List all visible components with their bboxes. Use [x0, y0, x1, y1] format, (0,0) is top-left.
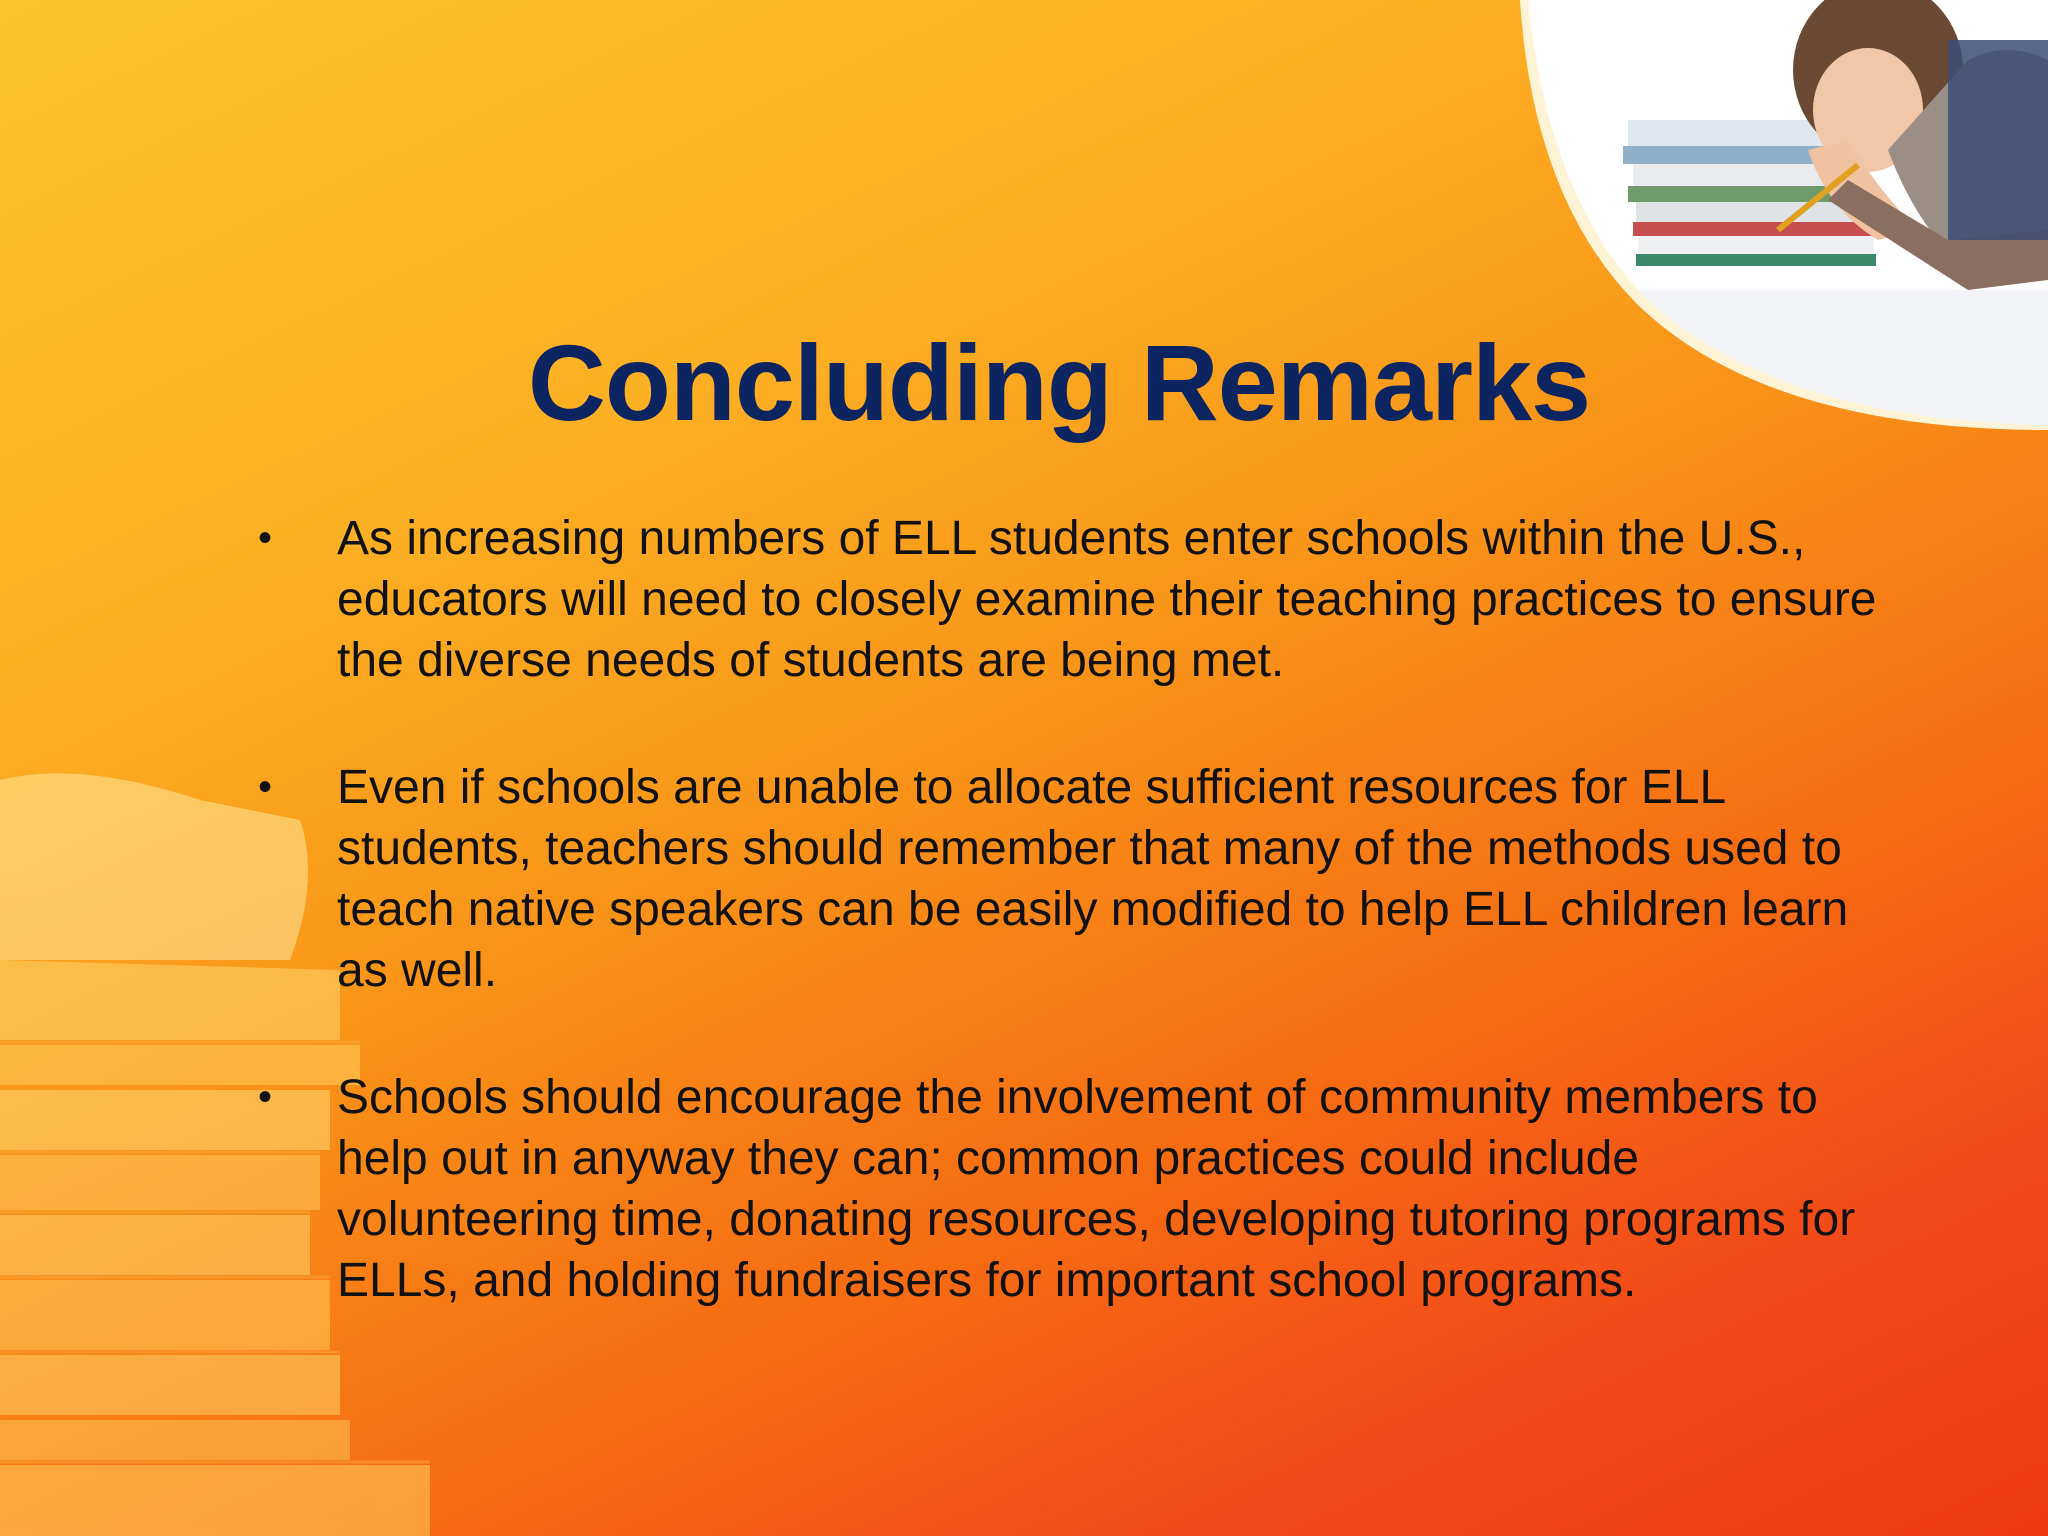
slide-title: Concluding Remarks: [527, 322, 1591, 443]
bullet-item: [258, 508, 1878, 691]
bullet-text: As increasing numbers of ELL students enter schools within the U.S., educators will need to closely examine their teaching practices to ensure the diverse needs of students are being met.: [337, 512, 1877, 687]
bullet-text: Even if schools are unable to allocate sufficient resources for ELL students, teachers should remember that many of the methods used to teach native speakers can be easily modified to help ELL children learn as well.: [337, 761, 1849, 997]
bullet-list: [258, 508, 1878, 1377]
bullet-text: Schools should encourage the involvement of community members to help out in anyway they can; common practices could include volunteering time, donating resources, developing tutoring programs for ELLs, and holding fundraisers for important school programs.: [337, 1071, 1856, 1307]
bullet-marker: •: [258, 1075, 273, 1119]
bullet-item: [258, 1067, 1878, 1311]
bullet-marker: •: [258, 765, 273, 809]
bullet-marker: •: [258, 516, 273, 560]
bullet-item: [258, 757, 1878, 1001]
